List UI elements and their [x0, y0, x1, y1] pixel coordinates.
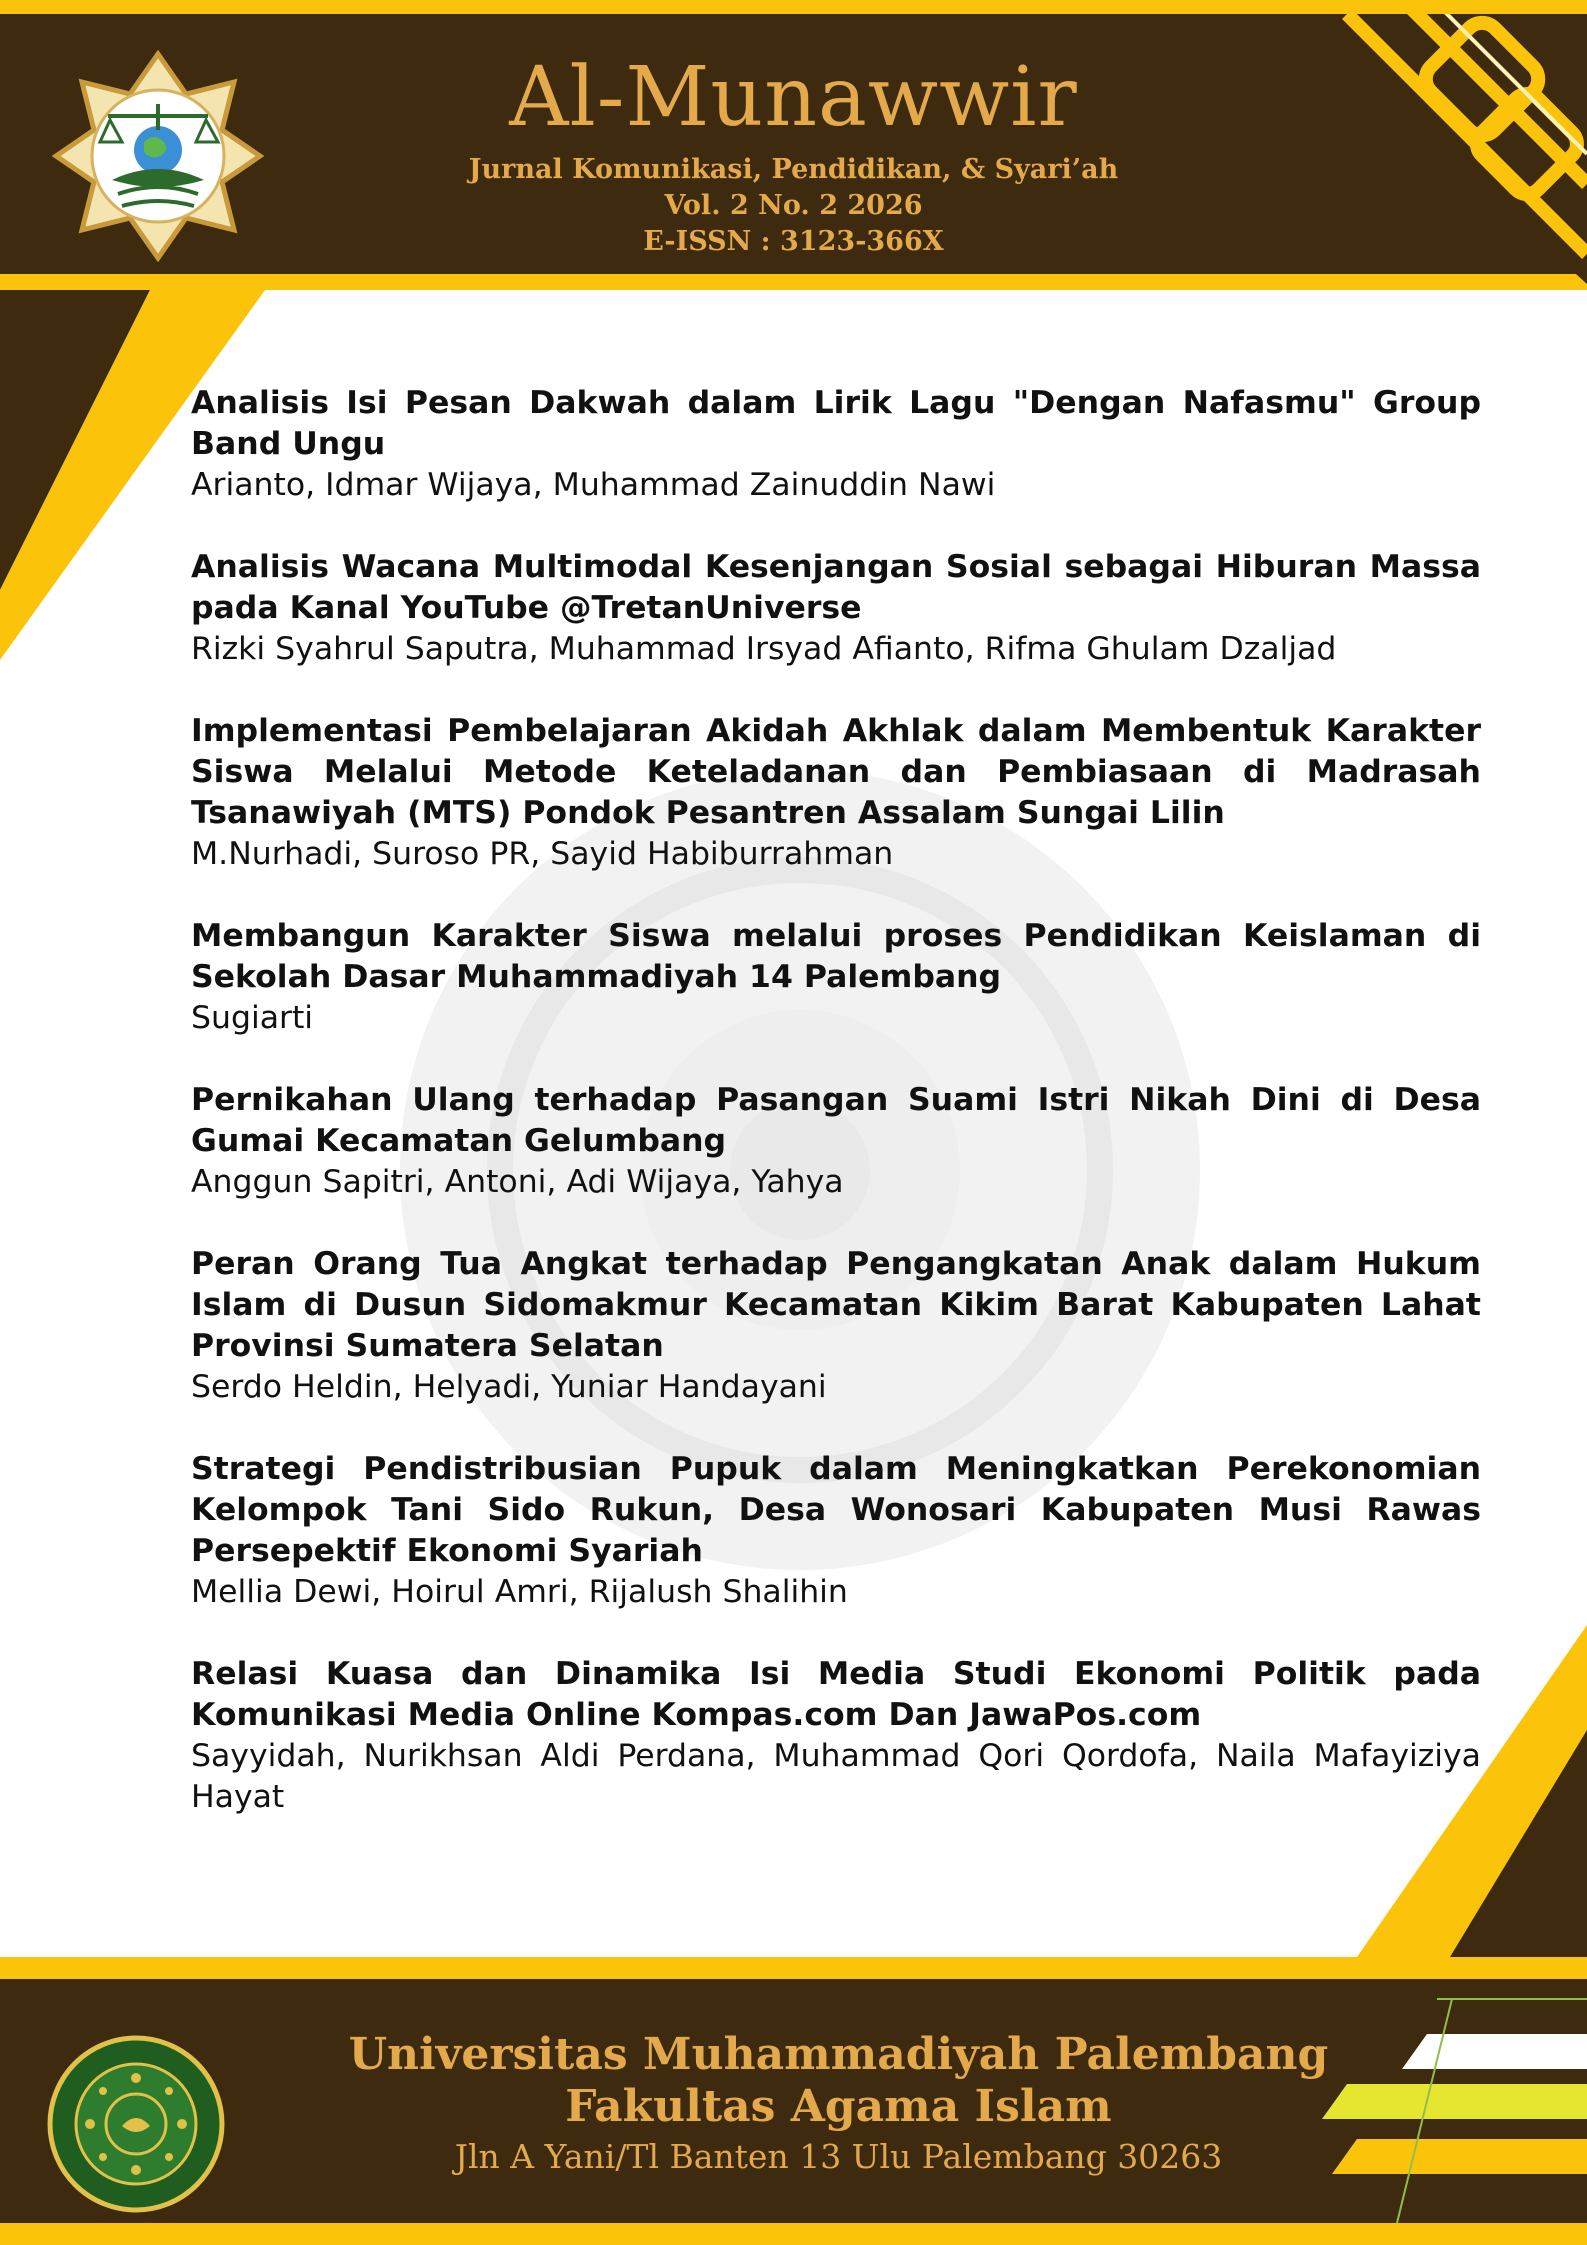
university-name: Universitas Muhammadiyah Palembang [348, 2029, 1329, 2080]
article-authors: Arianto, Idmar Wijaya, Muhammad Zainuddin Nawi [191, 467, 996, 503]
article-title: Peran Orang Tua Angkat terhadap Pengangkatan Anak dalam Hukum Islam di Dusun Sidomakmur Kecamatan Kikim Barat Kabupaten Lahat Provinsi Sumatera Selatan [191, 1246, 1481, 1364]
journal-title: Al-Munawwir [509, 50, 1078, 145]
article-authors: Sugiarti [191, 1000, 314, 1036]
article-title: Membangun Karakter Siswa melalui proses Pendidikan Keislaman di Sekolah Dasar Muhammadiyah 14 Palembang [191, 918, 1481, 995]
article-authors: M.Nurhadi, Suroso PR, Sayid Habiburrahman [191, 836, 894, 872]
article-title: Analisis Wacana Multimodal Kesenjangan Sosial sebagai Hiburan Massa pada Kanal YouTube @TretanUniverse [191, 549, 1481, 626]
article-title: Implementasi Pembelajaran Akidah Akhlak dalam Membentuk Karakter Siswa Melalui Metode Keteladanan dan Pembiasaan di Madrasah Tsanawiyah (MTS) Pondok Pesantren Assalam Sungai Lilin [191, 713, 1481, 831]
article-list [191, 383, 1481, 1859]
article-authors: Serdo Heldin, Helyadi, Yuniar Handayani [191, 1369, 827, 1405]
article-authors: Anggun Sapitri, Antoni, Adi Wijaya, Yahya [191, 1164, 844, 1200]
footer-stripes-icon [1287, 1979, 1587, 2223]
university-address: Jln A Yani/Tl Banten 13 Ulu Palembang 30263 [454, 2137, 1223, 2176]
journal-subtitle: Jurnal Komunikasi, Pendidikan, & Syari’ah [468, 154, 1119, 185]
university-footer [0, 1957, 1587, 2245]
article-item [191, 1244, 1481, 1408]
article-item [191, 1449, 1481, 1613]
journal-issn: E-ISSN : 3123-366X [643, 226, 944, 257]
article-title: Relasi Kuasa dan Dinamika Isi Media Studi Ekonomi Politik pada Komunikasi Media Online Kompas.com Dan JawaPos.com [191, 1656, 1481, 1733]
journal-volume: Vol. 2 No. 2 2026 [664, 190, 923, 221]
faculty-name: Fakultas Agama Islam [565, 2081, 1112, 2132]
article-item [191, 547, 1481, 670]
article-authors: Mellia Dewi, Hoirul Amri, Rijalush Shalihin [191, 1574, 848, 1610]
article-item [191, 916, 1481, 1039]
article-title: Pernikahan Ulang terhadap Pasangan Suami Istri Nikah Dini di Desa Gumai Kecamatan Gelumbang [191, 1082, 1481, 1159]
article-item [191, 383, 1481, 506]
article-title: Strategi Pendistribusian Pupuk dalam Meningkatkan Perekonomian Kelompok Tani Sido Rukun, Desa Wonosari Kabupaten Musi Rawas Persepektif Ekonomi Syariah [191, 1451, 1481, 1569]
article-item [191, 1654, 1481, 1818]
article-title: Analisis Isi Pesan Dakwah dalam Lirik Lagu "Dengan Nafasmu" Group Band Ungu [191, 385, 1481, 462]
article-item [191, 1080, 1481, 1203]
article-authors: Sayyidah, Nurikhsan Aldi Perdana, Muhammad Qori Qordofa, Naila Mafayiziya Hayat [191, 1738, 1481, 1815]
article-item [191, 711, 1481, 875]
article-authors: Rizki Syahrul Saputra, Muhammad Irsyad Afianto, Rifma Ghulam Dzaljad [191, 631, 1337, 667]
